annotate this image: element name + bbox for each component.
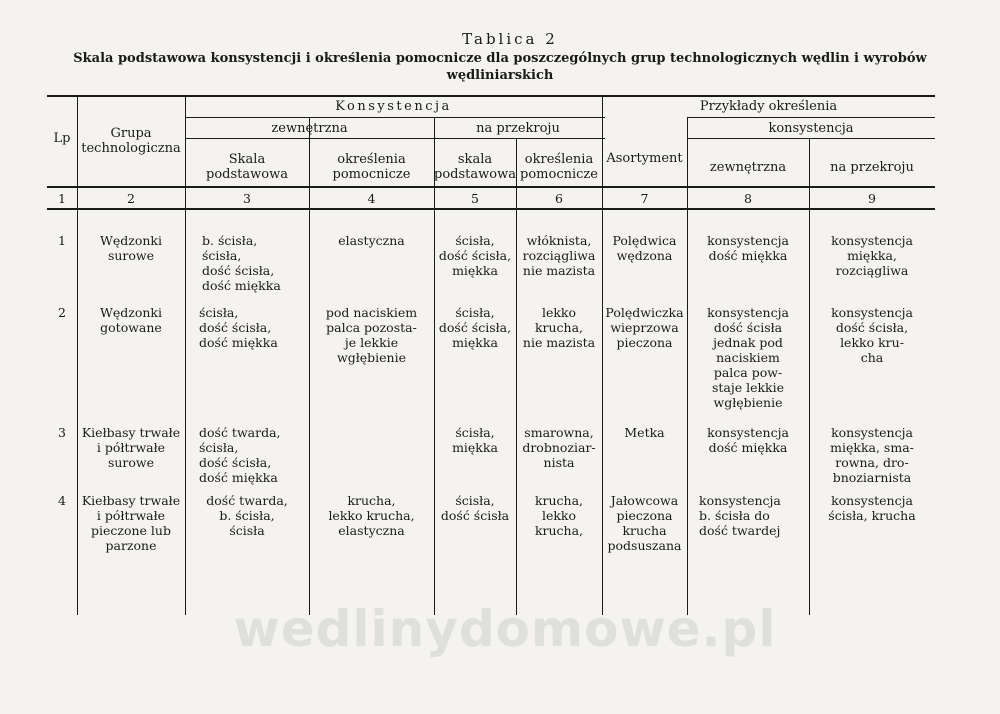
table-label: Tablica 2 xyxy=(462,30,558,48)
row-skala-przekr: ścisła, dość ścisła, miękka xyxy=(438,233,512,278)
row-grupa: Kiełbasy trwałe i półtrwałe surowe xyxy=(81,425,181,470)
column-number: 3 xyxy=(243,191,251,206)
row-przyklad-zewn: konsystencja dość miękka xyxy=(707,425,789,455)
column-number: 6 xyxy=(555,191,563,206)
row-skala-przekr: ścisła, miękka xyxy=(452,425,498,455)
table-caption: Skala podstawowa konsystencji i określenia pomocnicze dla poszczególnych grup technologicznych wędlin i wyrobów wędliniarskich xyxy=(73,51,927,83)
row-okresl-przekr: krucha, lekko krucha, xyxy=(534,493,584,538)
header-skala-podstawowa-5: skala podstawowa xyxy=(434,152,516,182)
column-number: 7 xyxy=(640,191,649,206)
row-skala-przekr: ścisła, dość ścisła xyxy=(440,493,510,523)
row-skala-zewn: ścisła, dość ścisła, dość miękka xyxy=(199,305,278,350)
przyklady-sub-rule xyxy=(687,138,935,139)
row-przyklad-zewn: konsystencja b. ścisła do dość twardej xyxy=(699,493,781,538)
row-okresl-przekr: smarowna, drobnoziar- nista xyxy=(522,425,596,470)
row-okresl-zewn: krucha, lekko krucha, elastyczna xyxy=(328,493,415,538)
row-przyklad-zewn: konsystencja dość miękka xyxy=(707,233,789,263)
header-konsystencja: Konsystencja xyxy=(335,99,452,114)
przyklady-rule xyxy=(687,117,935,118)
column-number: 5 xyxy=(471,191,479,206)
header-na-przekroju-9: na przekroju xyxy=(830,160,914,175)
column-number: 9 xyxy=(868,191,876,206)
row-przyklad-przekr: konsystencja dość ścisła, lekko kru- cha xyxy=(831,305,913,365)
header-bottom-rule xyxy=(47,186,935,188)
header-grupa: Grupa technologiczna xyxy=(81,126,181,156)
data-table xyxy=(47,95,935,615)
row-skala-zewn: dość twarda, b. ścisła, ścisła xyxy=(206,493,288,538)
row-grupa: Wędzonki gotowane xyxy=(100,305,162,335)
header-konsystencja-sub: konsystencja xyxy=(768,121,854,136)
row-skala-przekr: ścisła, dość ścisła, miękka xyxy=(438,305,512,350)
header-skala-podstawowa-3: Skala podstawowa xyxy=(206,152,288,182)
header-okreslenia-pomocnicze-6: określenia pomocnicze xyxy=(520,152,598,182)
table-top-rule xyxy=(47,95,935,97)
row-przyklad-zewn: konsystencja dość ścisła jednak pod naciskiem palca pow- staje lekkie wgłębienie xyxy=(707,305,789,410)
column-number: 4 xyxy=(367,191,376,206)
row-przyklad-przekr: konsystencja miękka, rozciągliwa xyxy=(831,233,913,278)
header-przyklady: Przykłady określenia xyxy=(699,99,838,114)
row-przyklad-przekr: konsystencja ścisła, krucha xyxy=(828,493,916,523)
row-asortyment: Jałowcowa pieczona krucha podsuszana xyxy=(607,493,682,553)
row-lp: 1 xyxy=(58,233,66,248)
zewn-przekr-rule xyxy=(185,138,605,139)
row-lp: 2 xyxy=(58,305,66,320)
column-number: 8 xyxy=(744,191,752,206)
row-grupa: Wędzonki surowe xyxy=(100,233,162,263)
column-number: 2 xyxy=(127,191,135,206)
row-okresl-przekr: lekko krucha, nie mazista xyxy=(522,305,596,350)
header-lp: Lp xyxy=(53,131,71,146)
header-zewnetrzna-8: zewnętrzna xyxy=(709,160,787,175)
row-lp: 3 xyxy=(58,425,66,440)
row-przyklad-przekr: konsystencja miękka, sma- rowna, dro- bnoziarnista xyxy=(830,425,914,485)
col-divider-5 xyxy=(516,138,517,615)
row-okresl-przekr: włóknista, rozciągliwa nie mazista xyxy=(522,233,596,278)
header-asortyment: Asortyment xyxy=(606,151,683,166)
row-asortyment: Polędwica wędzona xyxy=(612,233,677,263)
row-okresl-zewn: elastyczna xyxy=(338,233,405,248)
header-zewnetrzna: zewnętrzna xyxy=(271,121,348,136)
konsystencja-rule xyxy=(185,117,605,118)
header-okreslenia-pomocnicze-4: określenia pomocnicze xyxy=(332,152,411,182)
watermark: wedlinydomowe.pl xyxy=(233,600,777,658)
row-grupa: Kiełbasy trwałe i półtrwałe pieczone lub parzone xyxy=(81,493,181,553)
row-lp: 4 xyxy=(58,493,66,508)
row-asortyment: Polędwiczka wieprzowa pieczona xyxy=(605,305,684,350)
col-divider-8 xyxy=(809,138,810,615)
row-okresl-zewn: pod naciskiem palca pozosta- je lekkie wgłębienie xyxy=(325,305,418,365)
column-numbers-rule xyxy=(47,208,935,210)
row-skala-zewn: dość twarda, ścisła, dość ścisła, dość miękka xyxy=(199,425,281,485)
column-number: 1 xyxy=(58,191,66,206)
header-na-przekroju: na przekroju xyxy=(476,121,560,136)
row-skala-zewn: b. ścisła, ścisła, dość ścisła, dość miękka xyxy=(202,233,281,293)
row-asortyment: Metka xyxy=(624,425,665,440)
title-block xyxy=(60,30,940,84)
